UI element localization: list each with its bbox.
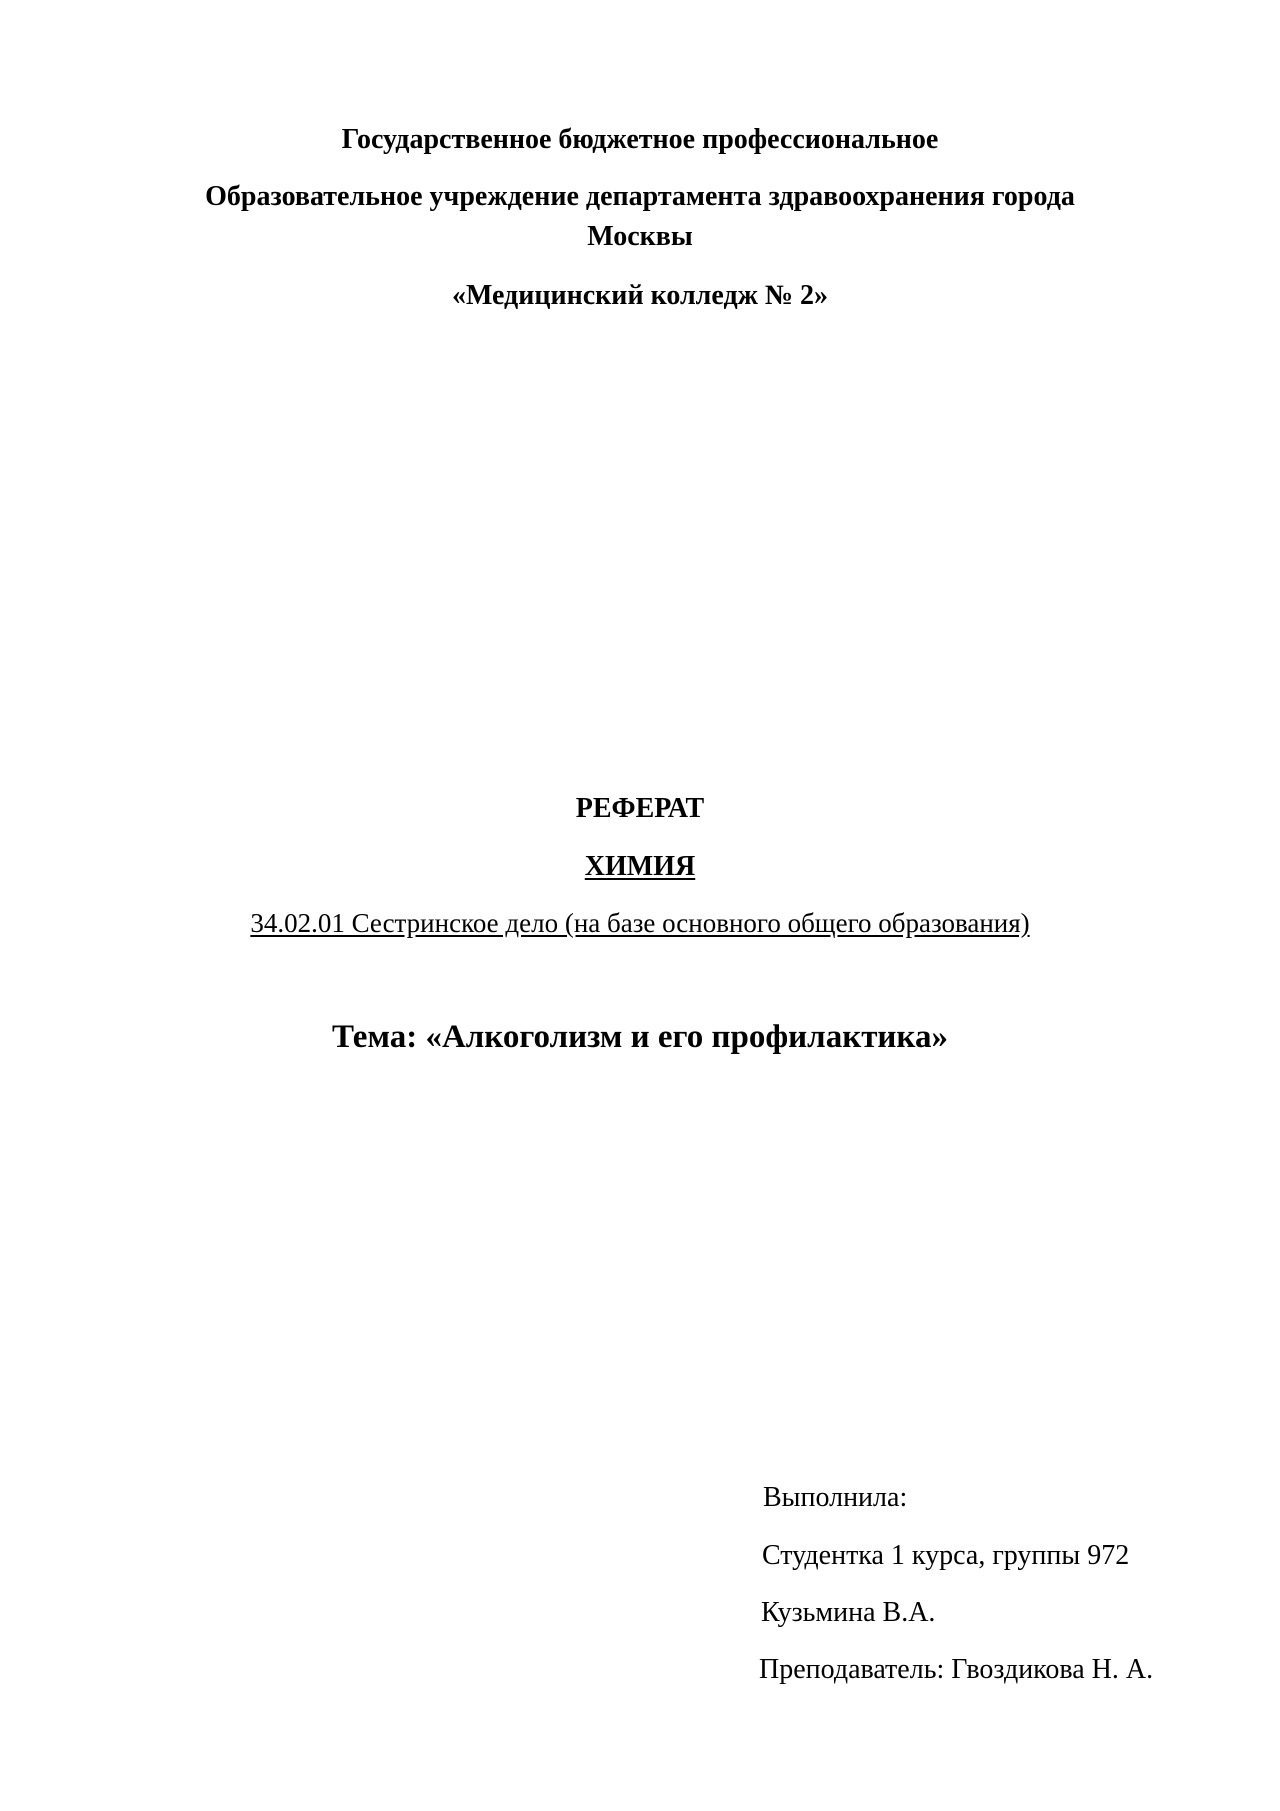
college-name: «Медицинский колледж № 2» bbox=[451, 280, 829, 311]
topic-title: Тема: «Алкоголизм и его профилактика» bbox=[332, 1019, 948, 1055]
author-student-info: Студентка 1 курса, группы 972 bbox=[762, 1540, 1130, 1571]
institution-line-2: Образовательное учреждение департамента здравоохранения города bbox=[205, 181, 1075, 212]
institution-line-3: Москвы bbox=[587, 221, 693, 252]
document-type: РЕФЕРАТ bbox=[575, 793, 705, 824]
author-label: Выполнила: bbox=[763, 1482, 908, 1513]
author-name: Кузьмина В.А. bbox=[761, 1597, 936, 1628]
teacher-name: Преподаватель: Гвоздикова Н. А. bbox=[759, 1654, 1154, 1685]
subject-name: ХИМИЯ bbox=[584, 851, 696, 882]
specialty-line: 34.02.01 Сестринское дело (на базе основного общего образования) bbox=[250, 908, 1030, 938]
institution-line-1: Государственное бюджетное профессиональное bbox=[341, 124, 939, 155]
